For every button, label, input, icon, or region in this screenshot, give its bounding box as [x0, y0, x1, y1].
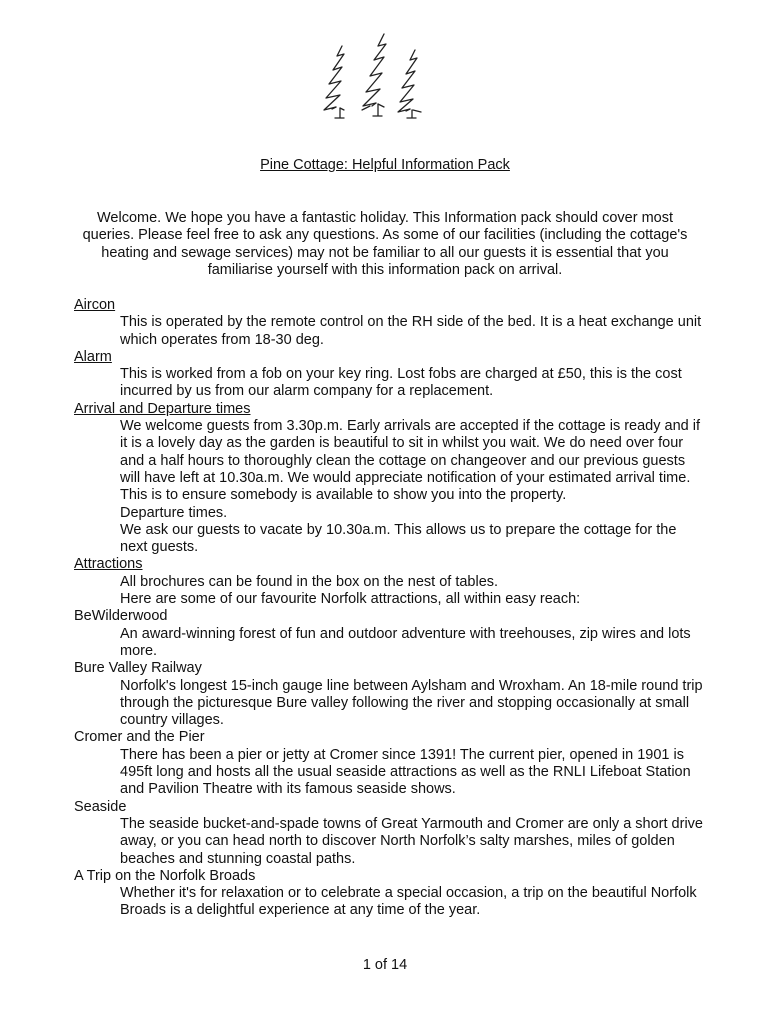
- section-heading: A Trip on the Norfolk Broads: [74, 867, 256, 884]
- section-paragraph: We ask our guests to vacate by 10.30a.m. This allows us to prepare the cottage for the next guests.: [120, 521, 677, 556]
- section-heading: Alarm: [74, 348, 112, 365]
- section-attractions: [74, 556, 704, 608]
- sections-list: [74, 297, 704, 920]
- section-paragraph: Norfolk's longest 15-inch gauge line between Aylsham and Wroxham. An 18-mile round trip through the picturesque Bure valley following the river and stopping occasionally at small country villages.: [120, 677, 703, 729]
- section-arrival-departure: [74, 401, 704, 557]
- section-heading: Aircon: [74, 297, 116, 313]
- section-heading: Attractions: [74, 556, 143, 573]
- document-title: Pine Cottage: Helpful Information Pack: [260, 157, 510, 173]
- page-number: 1 of 14: [362, 957, 408, 973]
- section-cromer-pier: [74, 729, 704, 798]
- section-paragraph: Departure times.: [120, 504, 228, 521]
- section-heading: Cromer and the Pier: [74, 729, 205, 746]
- section-paragraph: This is operated by the remote control on the RH side of the bed. It is a heat exchange unit which operates from 18-30 deg.: [120, 314, 702, 348]
- section-heading: Seaside: [74, 798, 127, 815]
- section-alarm: [74, 349, 704, 401]
- section-bure-valley-railway: [74, 660, 704, 729]
- section-paragraph: We welcome guests from 3.30p.m. Early arrivals are accepted if the cottage is ready and if it is a lovely day as the garden is beautiful to sit in whilst you wait. We do need over four and a half hours to thoroughly clean the cottage on changeover and our previous guests will have left at 10.30a.m. We would appreciate notification of your estimated arrival time. This is to ensure somebody is available to show you into the property.: [120, 418, 700, 504]
- section-paragraph: Here are some of our favourite Norfolk attractions, all within easy reach:: [120, 591, 581, 608]
- section-heading: BeWilderwood: [74, 608, 168, 625]
- section-paragraph: This is worked from a fob on your key ring. Lost fobs are charged at £50, this is the cost incurred by us from our alarm company for a replacement.: [120, 366, 682, 400]
- section-aircon: [74, 297, 704, 349]
- section-paragraph: An award-winning forest of fun and outdoor adventure with treehouses, zip wires and lots more.: [120, 625, 691, 659]
- section-paragraph: The seaside bucket-and-spade towns of Great Yarmouth and Cromer are only a short drive away, or you can head north to discover North Norfolk’s salty marshes, miles of golden beaches and stunning coastal paths.: [120, 815, 703, 867]
- section-paragraph: There has been a pier or jetty at Cromer since 1391! The current pier, opened in 1901 is 495ft long and hosts all the usual seaside attractions as well as the RNLI Lifeboat Station and Pavilion Theatre with its famous seaside shows.: [120, 746, 691, 798]
- section-heading: Bure Valley Railway: [74, 660, 202, 677]
- section-paragraph: Whether it's for relaxation or to celebrate a special occasion, a trip on the beautiful Norfolk Broads is a delightful experience at any time of the year.: [120, 885, 697, 919]
- section-heading: Arrival and Departure times: [74, 400, 251, 417]
- section-bewilderwood: [74, 608, 704, 660]
- pine-trees-logo: [318, 30, 434, 126]
- welcome-paragraph: Welcome. We hope you have a fantastic holiday. This Information pack should cover most queries. Please feel free to ask any questions. As some of our facilities (including the cottage's heating and sewage services) may not be familiar to all our guests it is essential that you familiarise yourself with this information pack on arrival.: [82, 210, 688, 278]
- section-paragraph: All brochures can be found in the box on the nest of tables.: [120, 573, 499, 590]
- section-seaside: [74, 799, 704, 868]
- section-norfolk-broads: [74, 868, 704, 920]
